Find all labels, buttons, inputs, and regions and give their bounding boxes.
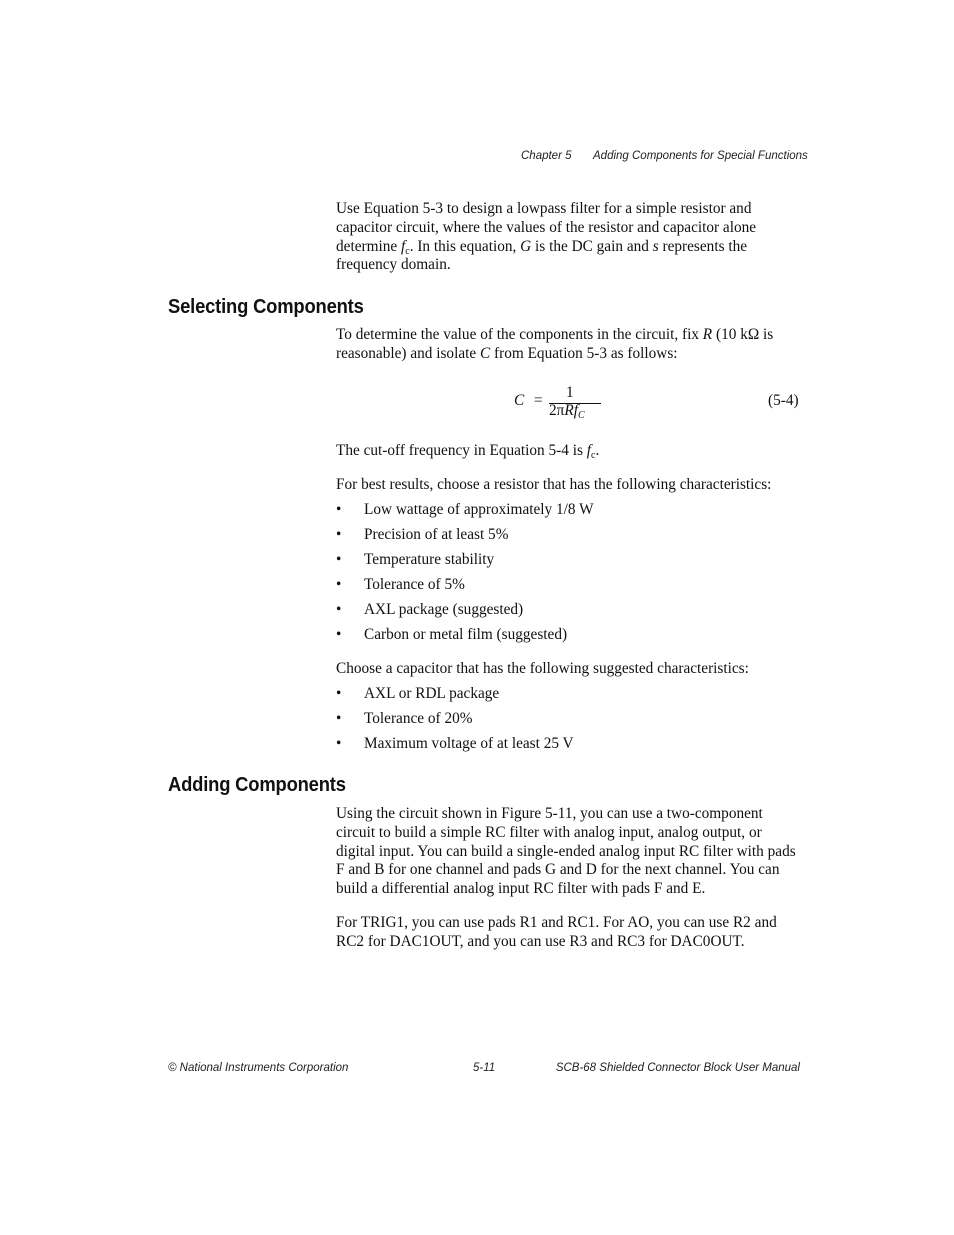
list-item: • Maximum voltage of at least 25 V bbox=[336, 735, 574, 752]
resistor-intro: For best results, choose a resistor that has the following characteristics: bbox=[336, 476, 772, 493]
list-item: • Low wattage of approximately 1/8 W bbox=[336, 501, 594, 518]
adding-paragraph-2: For TRIG1, you can use pads R1 and RC1. For AO, you can use R2 and RC2 for DAC1OUT, and you can use R3 and RC3 for DAC0OUT. bbox=[336, 914, 777, 950]
footer-copyright: © National Instruments Corporation bbox=[168, 1062, 349, 1074]
equation-equals: = bbox=[534, 392, 543, 409]
selecting-paragraph-1: To determine the value of the components in the circuit, fix R (10 kΩ is reasonable) and isolate C from Equation 5-3 as follows: bbox=[336, 326, 774, 362]
list-item: • Temperature stability bbox=[336, 551, 495, 568]
footer-manual-title: SCB-68 Shielded Connector Block User Manual bbox=[555, 1062, 800, 1074]
list-item: • Tolerance of 20% bbox=[336, 710, 473, 727]
section-heading-selecting: Selecting Components bbox=[168, 296, 364, 318]
section-heading-adding: Adding Components bbox=[168, 774, 346, 796]
list-item: • AXL package (suggested) bbox=[336, 601, 524, 618]
list-item: • AXL or RDL package bbox=[336, 685, 500, 702]
list-item: • Precision of at least 5% bbox=[336, 526, 509, 543]
equation-lhs: C bbox=[514, 392, 525, 409]
selecting-paragraph-2: The cut-off frequency in Equation 5-4 is $f_c$. bbox=[336, 442, 600, 461]
adding-paragraph-1: Using the circuit shown in Figure 5-11, you can use a two-component circuit to build a simple RC filter with analog input, analog output, or digital input. You can build a single-ended analog input RC filter with pads F and B for one channel and pads G and D for the next channel. You can build a differential analog input RC filter with pads F and E. bbox=[336, 805, 796, 898]
resistor-characteristics-list bbox=[336, 501, 800, 651]
capacitor-intro: Choose a capacitor that has the following suggested characteristics: bbox=[336, 660, 749, 677]
intro-paragraph: Use Equation 5-3 to design a lowpass filter for a simple resistor and capacitor circuit, where the values of the resistor and capacitor alone determine $f_c$. In this equation, G is the DC gain and s represents the frequency domain. bbox=[336, 200, 757, 274]
equation-number: (5-4) bbox=[768, 392, 799, 409]
capacitor-characteristics-list bbox=[336, 685, 800, 760]
list-item: • Carbon or metal film (suggested) bbox=[336, 626, 568, 643]
header-title: Adding Components for Special Functions bbox=[593, 150, 808, 162]
footer-page-number: 5-11 bbox=[473, 1062, 496, 1074]
equation-denominator: 2πRf$_C$ bbox=[549, 402, 585, 421]
equation-numerator: 1 bbox=[566, 384, 574, 401]
list-item: • Tolerance of 5% bbox=[336, 576, 465, 593]
header-chapter: Chapter 5 bbox=[521, 150, 572, 162]
